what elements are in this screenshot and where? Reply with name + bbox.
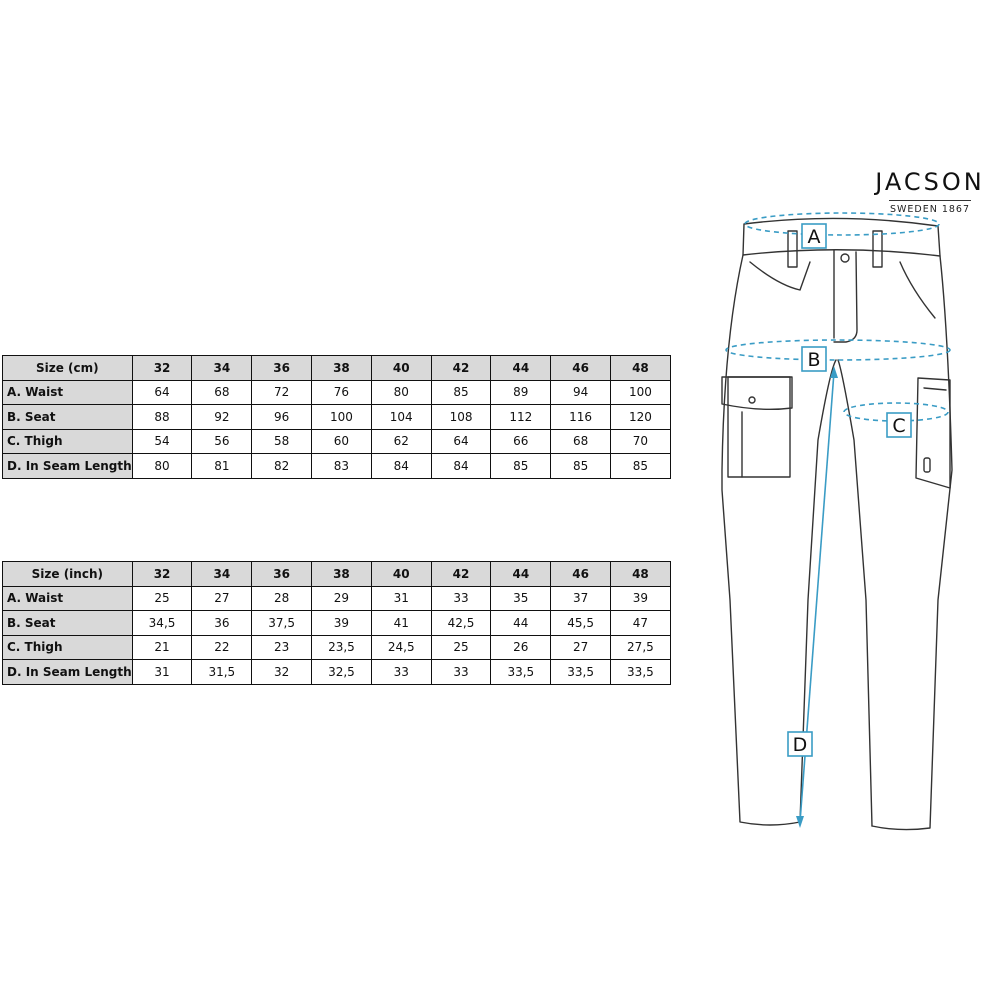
- size-header: 44: [491, 562, 551, 587]
- zip-pocket: [916, 378, 950, 488]
- table-cell: 45,5: [551, 611, 611, 636]
- table-cell: 85: [551, 454, 611, 479]
- table-cell: 96: [252, 405, 312, 430]
- table-cell: 25: [431, 635, 491, 660]
- right-leg-outline: [872, 256, 952, 830]
- size-header: 32: [132, 562, 192, 587]
- waistband: [743, 218, 940, 256]
- pocket-button: [749, 397, 755, 403]
- table-cell: 72: [252, 380, 312, 405]
- label-c-text: C: [892, 415, 906, 437]
- table-cell: 33,5: [611, 660, 671, 685]
- table-cell: 22: [192, 635, 252, 660]
- table-cell: 26: [491, 635, 551, 660]
- table-row: [3, 405, 671, 430]
- row-label: B. Seat: [3, 611, 133, 636]
- table-cell: 120: [611, 405, 671, 430]
- table-cell: 68: [551, 429, 611, 454]
- row-label: D. In Seam Length: [3, 660, 133, 685]
- left-front-pocket: [750, 262, 810, 290]
- row-label: A. Waist: [3, 380, 133, 405]
- table-cell: 31: [132, 660, 192, 685]
- label-b: [802, 347, 826, 371]
- label-d-text: D: [792, 734, 808, 756]
- table-cell: 58: [252, 429, 312, 454]
- size-header: 34: [192, 356, 252, 381]
- table-cell: 31: [371, 586, 431, 611]
- table-cell: 28: [252, 586, 312, 611]
- size-header: 38: [312, 562, 372, 587]
- cargo-pocket: [728, 377, 790, 477]
- size-header: 32: [132, 356, 192, 381]
- zip-puller: [924, 458, 930, 472]
- table-cell: 60: [312, 429, 372, 454]
- table-cell: 27,5: [611, 635, 671, 660]
- table-cell: 32,5: [312, 660, 372, 685]
- belt-loop: [873, 231, 882, 267]
- row-label: C. Thigh: [3, 635, 133, 660]
- size-header: 42: [431, 356, 491, 381]
- table-cell: 88: [132, 405, 192, 430]
- table-header-row: [3, 356, 671, 381]
- table-row: [3, 611, 671, 636]
- label-c: [887, 413, 911, 437]
- table-cell: 62: [371, 429, 431, 454]
- belt-loop: [788, 231, 797, 267]
- label-b-text: B: [807, 349, 821, 371]
- size-header: 44: [491, 356, 551, 381]
- table-cell: 37: [551, 586, 611, 611]
- cargo-pocket-flap: [722, 377, 792, 409]
- table-cell: 81: [192, 454, 252, 479]
- table-cell: 100: [611, 380, 671, 405]
- pants-measurement-diagram: [700, 190, 990, 840]
- table-row: [3, 635, 671, 660]
- seat-measure-line: [726, 340, 950, 360]
- table-cell: 89: [491, 380, 551, 405]
- table-cell: 54: [132, 429, 192, 454]
- table-cell: 39: [611, 586, 671, 611]
- size-header: 42: [431, 562, 491, 587]
- measurement-guides: [726, 213, 950, 822]
- waist-measure-line: [745, 213, 939, 235]
- table-cell: 84: [431, 454, 491, 479]
- table-cell: 21: [132, 635, 192, 660]
- table-cell: 33: [371, 660, 431, 685]
- table-cell: 47: [611, 611, 671, 636]
- size-header: 36: [252, 562, 312, 587]
- size-header: 34: [192, 562, 252, 587]
- table-cell: 33,5: [551, 660, 611, 685]
- table-cell: 27: [551, 635, 611, 660]
- table-cell: 24,5: [371, 635, 431, 660]
- table-cell: 29: [312, 586, 372, 611]
- label-d: [788, 732, 812, 756]
- table-cell: 31,5: [192, 660, 252, 685]
- table-cell: 37,5: [252, 611, 312, 636]
- size-header: 46: [551, 356, 611, 381]
- size-table-inch: [2, 561, 671, 685]
- table-cell: 80: [132, 454, 192, 479]
- table-cell: 64: [431, 429, 491, 454]
- table-cell: 42,5: [431, 611, 491, 636]
- table-cell: 64: [132, 380, 192, 405]
- table-cell: 112: [491, 405, 551, 430]
- table-cell: 35: [491, 586, 551, 611]
- table-cell: 66: [491, 429, 551, 454]
- table-cell: 25: [132, 586, 192, 611]
- table-cell: 23,5: [312, 635, 372, 660]
- waist-button: [841, 254, 849, 262]
- table-row: [3, 380, 671, 405]
- table-header-corner: Size (inch): [3, 562, 133, 587]
- table-cell: 108: [431, 405, 491, 430]
- table-cell: 76: [312, 380, 372, 405]
- size-header: 48: [611, 356, 671, 381]
- brand-tagline: SWEDEN 1867: [889, 200, 971, 215]
- table-cell: 116: [551, 405, 611, 430]
- size-header: 46: [551, 562, 611, 587]
- row-label: C. Thigh: [3, 429, 133, 454]
- table-cell: 39: [312, 611, 372, 636]
- label-a-text: A: [807, 226, 821, 248]
- size-header: 40: [371, 356, 431, 381]
- size-header: 40: [371, 562, 431, 587]
- table-cell: 94: [551, 380, 611, 405]
- table-cell: 33: [431, 660, 491, 685]
- table-cell: 23: [252, 635, 312, 660]
- table-cell: 68: [192, 380, 252, 405]
- size-header: 36: [252, 356, 312, 381]
- table-cell: 33: [431, 586, 491, 611]
- right-front-pocket: [900, 262, 935, 318]
- size-header: 38: [312, 356, 372, 381]
- zip-line: [924, 388, 946, 390]
- right-inner-seam: [838, 360, 872, 826]
- row-label: A. Waist: [3, 586, 133, 611]
- table-cell: 36: [192, 611, 252, 636]
- table-header-row: [3, 562, 671, 587]
- table-cell: 27: [192, 586, 252, 611]
- table-header-corner: Size (cm): [3, 356, 133, 381]
- fly-seam: [834, 250, 857, 342]
- table-cell: 85: [491, 454, 551, 479]
- row-label: B. Seat: [3, 405, 133, 430]
- row-label: D. In Seam Length: [3, 454, 133, 479]
- table-row: [3, 660, 671, 685]
- table-cell: 56: [192, 429, 252, 454]
- size-header: 48: [611, 562, 671, 587]
- pants-outline: [722, 218, 952, 829]
- table-cell: 44: [491, 611, 551, 636]
- table-cell: 85: [431, 380, 491, 405]
- table-cell: 41: [371, 611, 431, 636]
- table-cell: 85: [611, 454, 671, 479]
- table-cell: 32: [252, 660, 312, 685]
- table-cell: 83: [312, 454, 372, 479]
- brand-name: JACSON: [875, 168, 985, 196]
- table-cell: 84: [371, 454, 431, 479]
- table-cell: 33,5: [491, 660, 551, 685]
- label-a: [802, 224, 826, 248]
- table-cell: 82: [252, 454, 312, 479]
- table-cell: 34,5: [132, 611, 192, 636]
- table-cell: 92: [192, 405, 252, 430]
- table-cell: 70: [611, 429, 671, 454]
- table-row: [3, 586, 671, 611]
- table-row: [3, 429, 671, 454]
- table-cell: 100: [312, 405, 372, 430]
- table-row: [3, 454, 671, 479]
- table-cell: 104: [371, 405, 431, 430]
- size-table-cm: [2, 355, 671, 479]
- table-cell: 80: [371, 380, 431, 405]
